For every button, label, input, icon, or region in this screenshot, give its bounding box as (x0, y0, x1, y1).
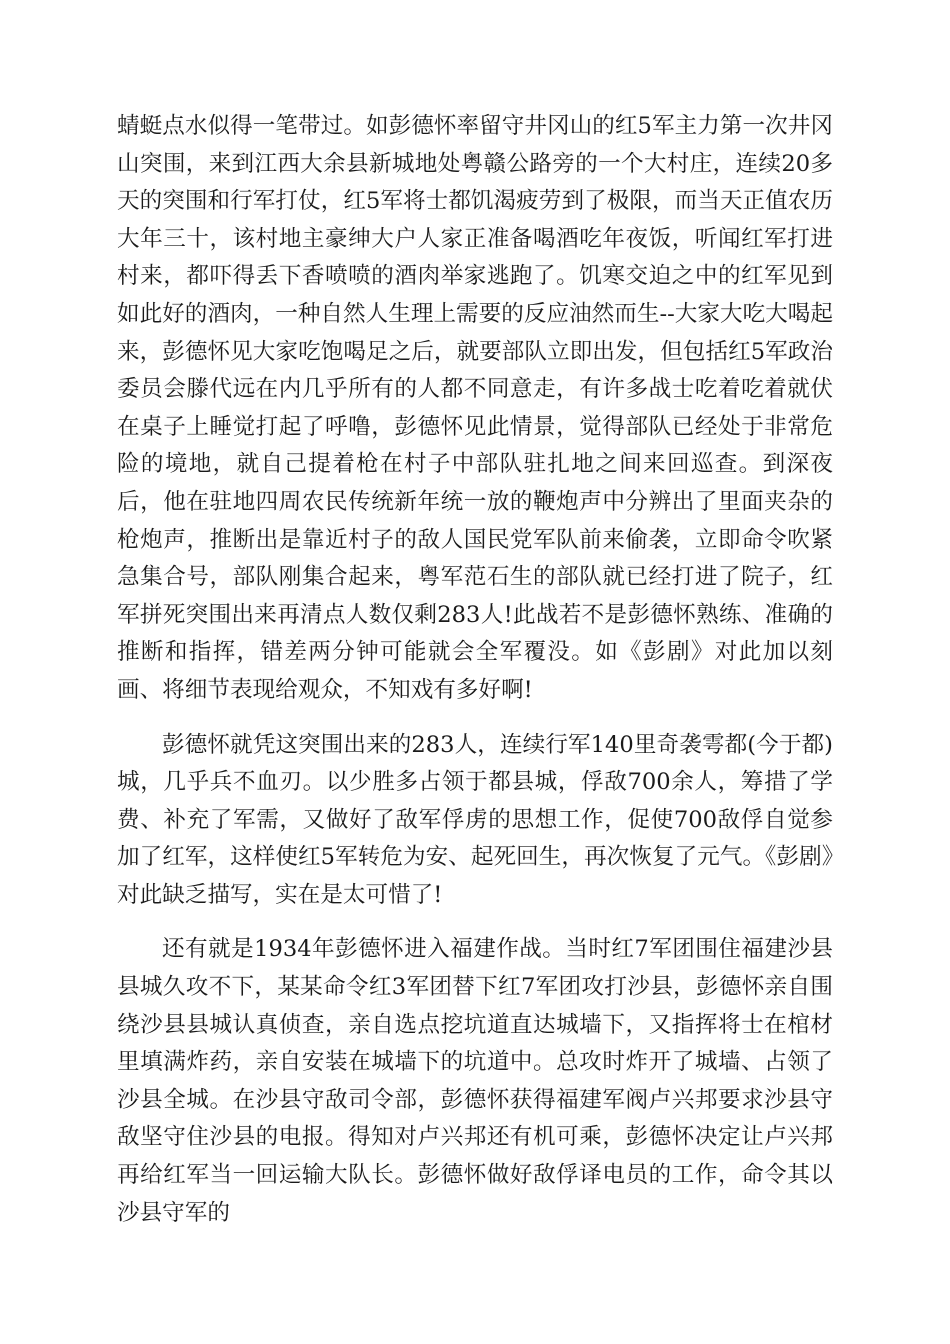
paragraph-3: 还有就是1934年彭德怀进入福建作战。当时红7军团围住福建沙县县城久攻不下，某某命令红3军团替下红7军团攻打沙县，彭德怀亲自围绕沙县县城认真侦查，亲自选点挖坑道直达城墙下，又指挥将士在棺材里填满炸药，亲自安装在城墙下的坑道中。总攻时炸开了城墙、占领了沙县全城。在沙县守敌司令部，彭德怀获得福建军阀卢兴邦要求沙县守敌坚守住沙县的电报。得知对卢兴邦还有机可乘，彭德怀决定让卢兴邦再给红军当一回运输大队长。彭德怀做好敌俘译电员的工作，命令其以沙县守军的 (117, 936, 833, 1226)
paragraph-2: 彭德怀就凭这突围出来的283人，连续行军140里奇袭雩都(今于都)城，几乎兵不血刃。以少胜多占领于都县城，俘敌700余人，筹措了学费、补充了军需，又做好了敌军俘虏的思想工作，促使700敌俘自觉参加了红军，这样使红5军转危为安、起死回生，再次恢复了元气。《彭剧》对此缺乏描写，实在是太可惜了! (117, 731, 833, 908)
document-body (117, 108, 833, 1232)
paragraph-1: 蜻蜓点水似得一笔带过。如彭德怀率留守井冈山的红5军主力第一次井冈山突围，来到江西大余县新城地处粤赣公路旁的一个大村庄，连续20多天的突围和行军打仗，红5军将士都饥渴疲劳到了极限，而当天正值农历大年三十，该村地主豪绅大户人家正准备喝酒吃年夜饭，听闻红军打进村来，都吓得丢下香喷喷的酒肉举家逃跑了。饥寒交迫之中的红军见到如此好的酒肉，一种自然人生理上需要的反应油然而生--大家大吃大喝起来，彭德怀见大家吃饱喝足之后，就要部队立即出发，但包括红5军政治委员会滕代远在内几乎所有的人都不同意走，有许多战士吃着吃着就伏在桌子上睡觉打起了呼噜，彭德怀见此情景，觉得部队已经处于非常危险的境地，就自己提着枪在村子中部队驻扎地之间来回巡查。到深夜后，他在驻地四周农民传统新年统一放的鞭炮声中分辨出了里面夹杂的枪炮声，推断出是靠近村子的敌人国民党军队前来偷袭，立即命令吹紧急集合号，部队刚集合起来，粤军范石生的部队就已经打进了院子，红军拼死突围出来再清点人数仅剩283人!此战若不是彭德怀熟练、准确的推断和指挥，错差两分钟可能就会全军覆没。如《彭剧》对此加以刻画、将细节表现给观众，不知戏有多好啊! (117, 113, 833, 703)
